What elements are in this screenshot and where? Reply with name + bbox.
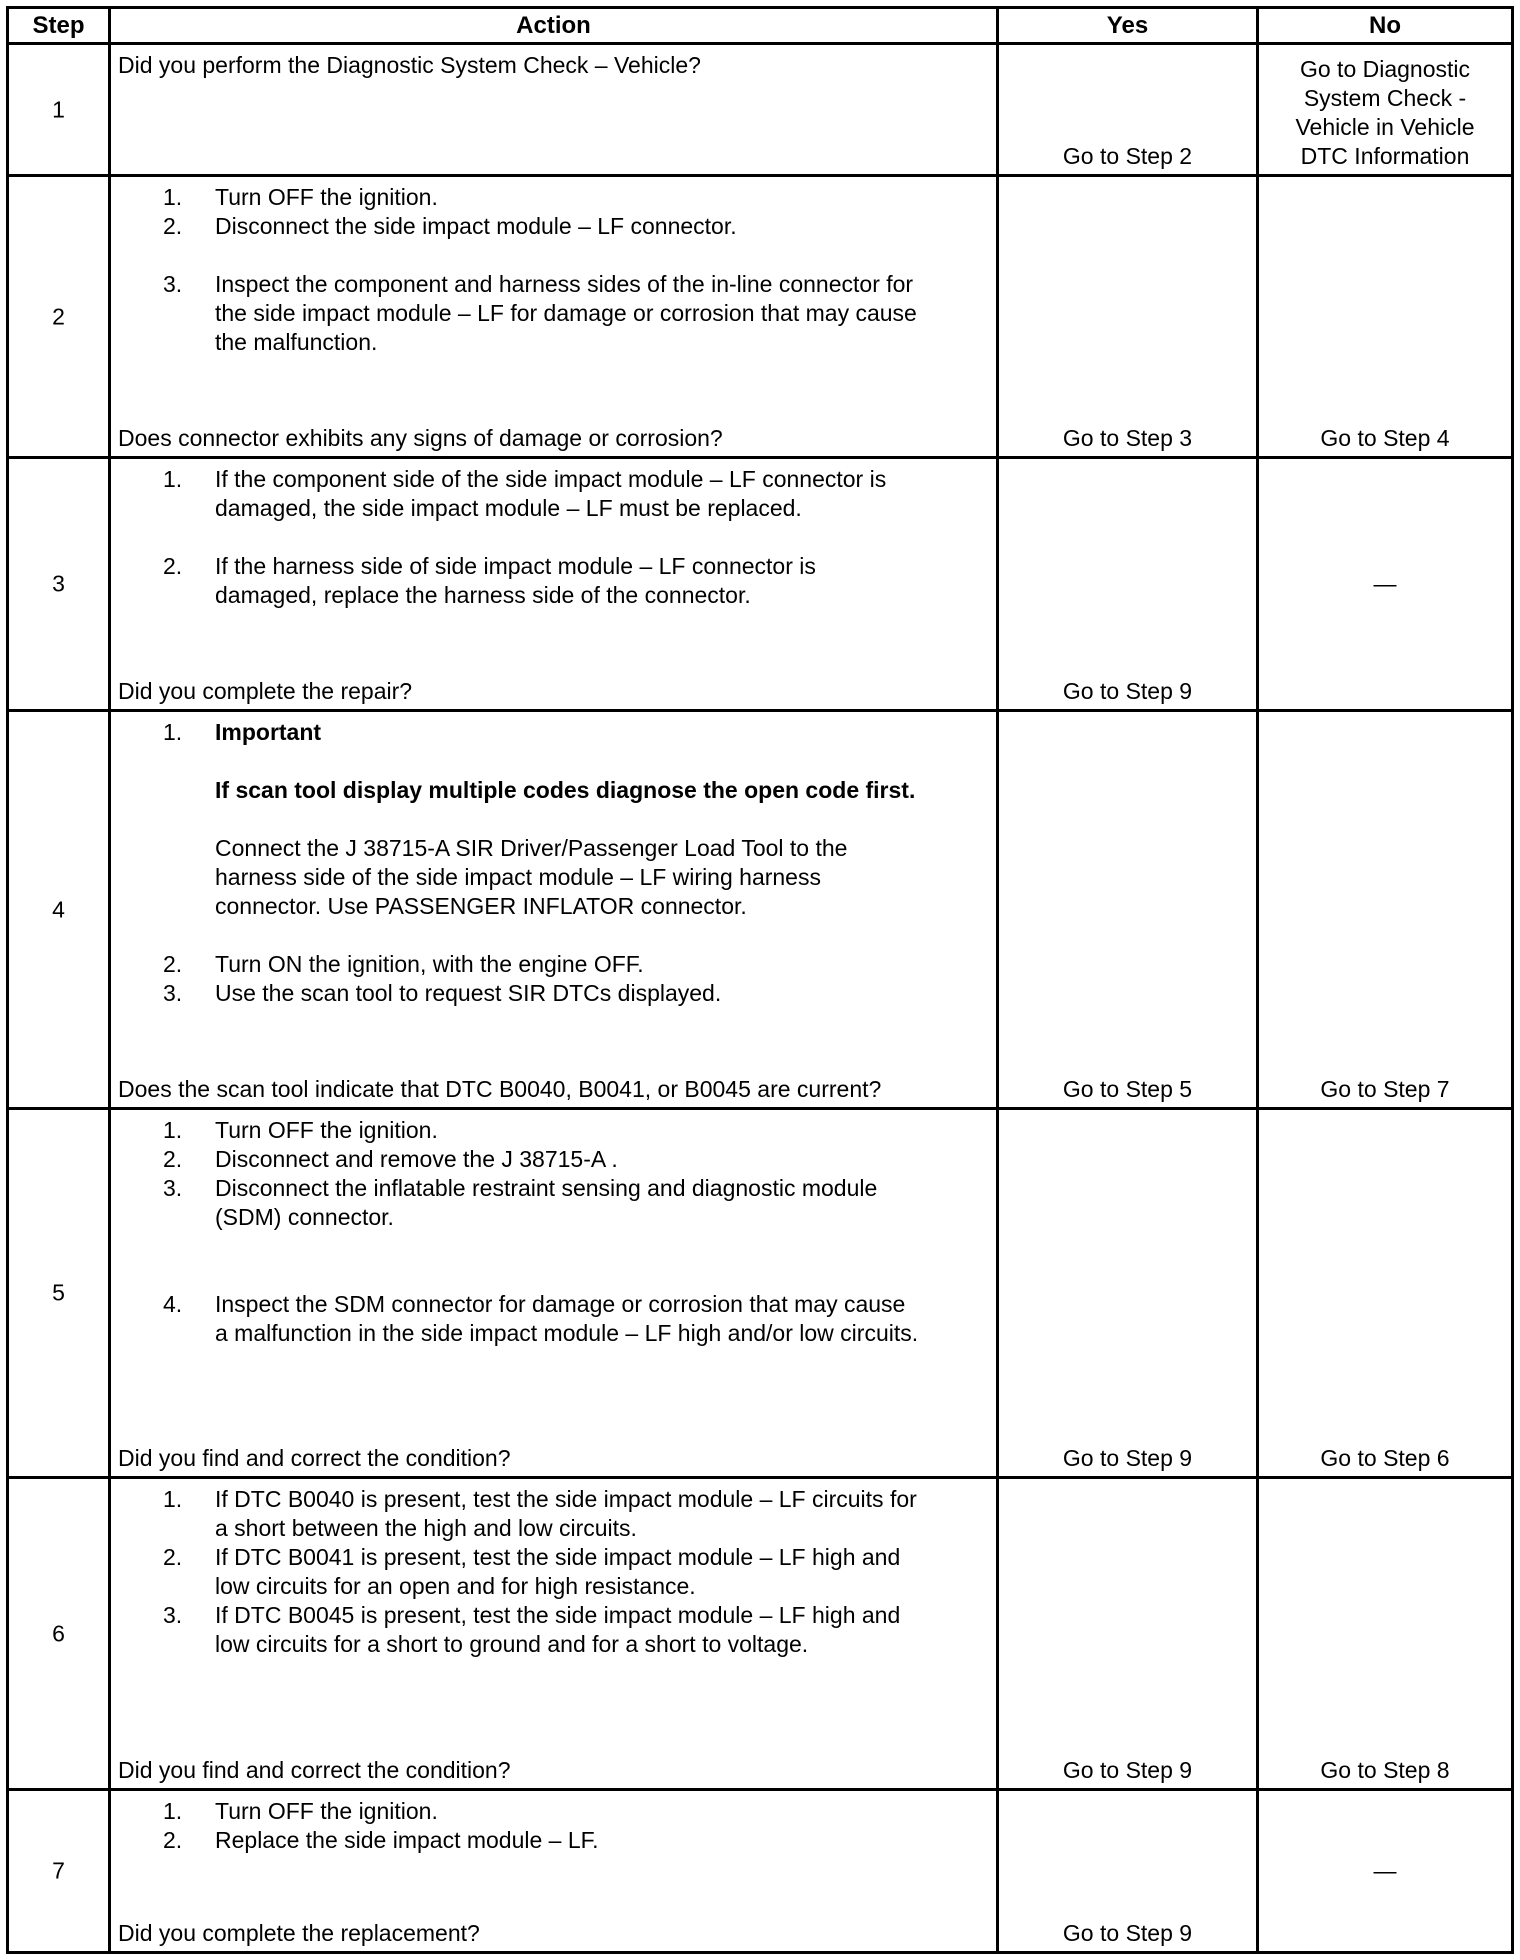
action-question: Did you find and correct the condition? — [118, 1757, 511, 1783]
list-item: 2. Disconnect the side impact module – LF connector. — [163, 213, 737, 239]
action-question: Did you complete the repair? — [118, 678, 413, 704]
yes-result: Go to Step 3 — [1062, 425, 1193, 451]
header-action: Action — [111, 9, 999, 42]
no-result: Go to Diagnostic System Check - Vehicle in Vehicle DTC Information — [1295, 56, 1475, 169]
table-header — [9, 9, 1511, 45]
yes-result: Go to Step 9 — [1062, 678, 1193, 704]
action-question: Does connector exhibits any signs of damage or corrosion? — [118, 425, 723, 451]
step-number: 2 — [52, 303, 65, 329]
list-item: 2. Replace the side impact module – LF. — [163, 1827, 599, 1853]
header-no: No — [1369, 12, 1401, 39]
list-item: 1. Important If scan tool display multiple codes diagnose the open code first. Connect the J 38715-A SIR Driver/Passenger Load Tool to the harness side of the side impact module – LF wiring harness connector. Use PASSENGER INFLATOR connector. — [111, 718, 996, 921]
no-result: Go to Step 6 — [1320, 1445, 1450, 1471]
no-result: Go to Step 7 — [1320, 1076, 1450, 1102]
step-number: 3 — [52, 570, 65, 597]
action-steps — [111, 1485, 996, 1659]
no-result: — — [1373, 1857, 1397, 1884]
diagnostic-table — [6, 6, 1514, 1954]
table-row — [9, 1110, 1511, 1479]
header-yes: Yes — [999, 9, 1259, 42]
yes-result: Go to Step 9 — [1062, 1920, 1193, 1946]
yes-result: Go to Step 5 — [1062, 1076, 1193, 1102]
action-question: Did you find and correct the condition? — [118, 1445, 511, 1471]
list-item: 2. Turn ON the ignition, with the engine OFF. — [163, 951, 644, 977]
list-item: 3. Inspect the component and harness sides of the in-line connector for the side impact module – LF for damage or corrosion that may cause the malfunction. — [163, 271, 917, 355]
yes-result: Go to Step 9 — [1062, 1757, 1193, 1783]
step-number: 5 — [52, 1279, 65, 1306]
important-title: Important — [215, 719, 322, 745]
table-row — [9, 45, 1511, 177]
table-row — [9, 459, 1511, 712]
action-steps — [111, 183, 996, 357]
list-item: 4. Inspect the SDM connector for damage or corrosion that may cause a malfunction in the side impact module – LF high and/or low circuits. — [163, 1291, 919, 1346]
action-question: Did you complete the replacement? — [118, 1920, 480, 1946]
list-item: 1. Turn OFF the ignition. — [163, 184, 438, 210]
list-item: 1. If DTC B0040 is present, test the side impact module – LF circuits for a short between the high and low circuits. — [163, 1486, 917, 1541]
list-item: 1. Turn OFF the ignition. — [163, 1798, 438, 1824]
no-result: Go to Step 8 — [1320, 1757, 1450, 1783]
list-item: 1. If the component side of the side impact module – LF connector is damaged, the side impact module – LF must be replaced. — [163, 466, 887, 521]
table-row — [9, 1479, 1511, 1791]
action-steps — [111, 1797, 996, 1855]
list-item: 2. If DTC B0041 is present, test the side impact module – LF high and low circuits for an open and for high resistance. — [163, 1544, 901, 1599]
yes-result: Go to Step 2 — [1062, 143, 1193, 169]
table-row — [9, 177, 1511, 459]
step-number: 4 — [52, 896, 65, 922]
step-number: 1 — [52, 96, 65, 122]
list-item: 2. If the harness side of side impact module – LF connector is damaged, replace the harness side of the connector. — [163, 553, 816, 608]
action-steps — [111, 1116, 996, 1348]
action-steps — [111, 465, 996, 610]
no-result: Go to Step 4 — [1320, 425, 1450, 451]
list-item: 3. Use the scan tool to request SIR DTCs displayed. — [163, 980, 722, 1006]
table-row — [9, 1791, 1511, 1951]
step-number: 6 — [52, 1620, 65, 1646]
list-item: 3. If DTC B0045 is present, test the side impact module – LF high and low circuits for a short to ground and for a short to voltage. — [163, 1602, 901, 1657]
important-note: If scan tool display multiple codes diagnose the open code first. — [215, 777, 916, 803]
action-steps — [111, 718, 996, 1008]
header-step: Step — [9, 9, 111, 42]
step-number: 7 — [52, 1857, 65, 1884]
list-item: 2. Disconnect and remove the J 38715-A . — [163, 1146, 618, 1172]
no-result: — — [1373, 570, 1397, 597]
action-question: Did you perform the Diagnostic System Check – Vehicle? — [118, 52, 701, 78]
action-question: Does the scan tool indicate that DTC B0040, B0041, or B0045 are current? — [118, 1076, 882, 1102]
table-row — [9, 712, 1511, 1110]
yes-result: Go to Step 9 — [1062, 1445, 1193, 1471]
list-item: 3. Disconnect the inflatable restraint sensing and diagnostic module (SDM) connector. — [163, 1175, 878, 1230]
list-item: 1. Turn OFF the ignition. — [163, 1117, 438, 1143]
